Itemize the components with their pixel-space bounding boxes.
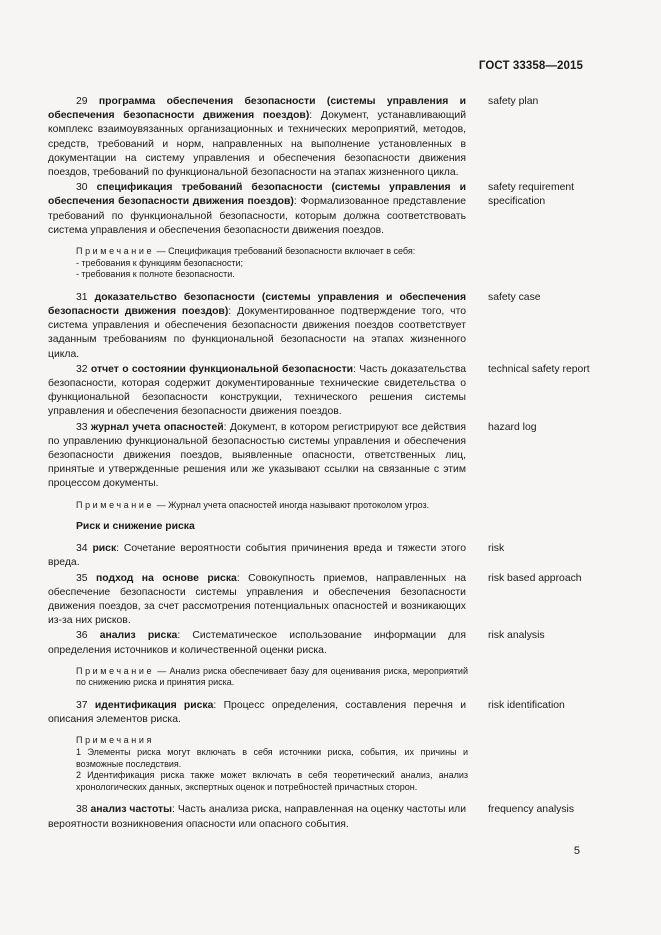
term-english: risk bbox=[488, 543, 505, 555]
term-entry-31 bbox=[48, 291, 588, 362]
term-definition: : Систематическое использование информации для определения источников и количественной оценки риска. bbox=[48, 630, 466, 656]
term-number: 32 bbox=[76, 363, 88, 375]
term-title: программа обеспечения безопасности (системы управления и обеспечения безопасности движения поездов) bbox=[48, 96, 466, 122]
term-entry-34 bbox=[48, 542, 588, 570]
term-number: 31 bbox=[76, 291, 88, 303]
term-number: 38 bbox=[76, 804, 88, 816]
note-label: Примечание bbox=[76, 246, 155, 257]
document-header: ГОСТ 33358—2015 bbox=[478, 60, 583, 72]
note-text: — Спецификация требований безопасности включает в себя: bbox=[154, 246, 416, 257]
note-item: 1 Элементы риска могут включать в себя источники риска, события, их причины и возможные последствия. bbox=[76, 747, 468, 769]
term-entry-35 bbox=[48, 572, 588, 629]
term-definition: : Совокупность приемов, направленных на обеспечение безопасности системы управления и обеспечения безопасности движения поездов, за счет рассмотрения потенциальных опасностей и возникающих из-за них рисков. bbox=[48, 572, 466, 627]
term-definition: : Сочетание вероятности события причинения вреда и тяжести этого вреда. bbox=[48, 543, 467, 569]
note-36 bbox=[76, 666, 468, 689]
note-item: 2 Идентификация риска также может включать в себя теоретический анализ, анализ хронологических данных, экспертных оценок и потребностей причастных сторон. bbox=[76, 770, 468, 792]
term-english: risk based approach bbox=[488, 572, 582, 584]
note-item: - требования к полноте безопасности. bbox=[76, 269, 235, 280]
term-number: 33 bbox=[76, 421, 88, 433]
term-title: риск bbox=[92, 543, 117, 555]
term-title: журнал учета опасностей bbox=[90, 421, 224, 433]
term-entry-29 bbox=[48, 95, 588, 180]
note-33 bbox=[76, 500, 468, 512]
term-entry-30 bbox=[48, 181, 588, 238]
section-title: Риск и снижение риска bbox=[76, 521, 195, 533]
page-content bbox=[48, 95, 588, 833]
term-entry-38 bbox=[48, 803, 588, 831]
page-number: 5 bbox=[573, 845, 580, 857]
note-label: Примечания bbox=[76, 735, 154, 746]
term-definition: : Формализованное представление требований по функциональной безопасности, которым должна соответствовать система управления и обеспечения безопасности движения поездов. bbox=[48, 196, 466, 236]
term-title: анализ частоты bbox=[90, 804, 173, 816]
term-english: risk analysis bbox=[488, 630, 545, 642]
term-english: risk identification bbox=[488, 700, 565, 712]
term-english: frequency analysis bbox=[488, 804, 575, 816]
term-definition: : Процесс определения, составления перечня и описания элементов риска. bbox=[48, 700, 466, 726]
term-title: анализ риска bbox=[99, 630, 178, 642]
term-entry-32 bbox=[48, 363, 588, 420]
note-30 bbox=[76, 246, 468, 281]
term-entry-37 bbox=[48, 699, 588, 727]
term-title: отчет о состоянии функциональной безопасности bbox=[90, 363, 354, 375]
term-english: safety plan bbox=[488, 96, 539, 107]
term-english: safety case bbox=[488, 291, 541, 303]
term-number: 34 bbox=[76, 543, 88, 555]
term-entry-36 bbox=[48, 629, 588, 657]
term-entry-33 bbox=[48, 421, 588, 492]
note-text: — Журнал учета опасностей иногда называют протоколом угроз. bbox=[154, 499, 430, 510]
term-english: technical safety report bbox=[488, 363, 590, 375]
term-number: 35 bbox=[76, 572, 88, 584]
term-definition: : Часть анализа риска, направленная на оценку частоты или вероятности возникновения опасности или опасного события. bbox=[48, 804, 467, 830]
term-title: доказательство безопасности (системы управления и обеспечения безопасности движения поездов) bbox=[48, 291, 467, 318]
term-number: 30 bbox=[76, 182, 88, 194]
term-number: 37 bbox=[76, 700, 88, 712]
term-title: спецификация требований безопасности (системы управления и обеспечения безопасности движения поездов) bbox=[48, 182, 466, 208]
note-label: Примечание bbox=[76, 499, 155, 510]
note-text: — Анализ риска обеспечивает базу для оценивания риска, мероприятий по снижению риска и принятия риска. bbox=[76, 665, 468, 688]
note-item: - требования к функциям безопасности; bbox=[76, 257, 244, 268]
term-title: идентификация риска bbox=[94, 700, 214, 712]
note-label: Примечание bbox=[76, 665, 155, 676]
note-37 bbox=[76, 735, 468, 793]
term-definition: : Документ, устанавливающий комплекс взаимоувязанных организационных и технических мероприятий, методов, средств, требований и норм, направленных на выполнение установленных в документации на систему управления и обеспечения безопасности движения поездов, требований по функциональной безопасности на этапах жизненного цикла. bbox=[48, 110, 466, 179]
term-definition: : Документ, в котором регистрируют все действия по управлению функциональной безопасностью системы управления и обеспечения безопасности движения поездов, выявленные опасности, ответственных лиц, принятые и утвержденные решения или же указывают ссылки на связанные с этим процессом документы. bbox=[48, 421, 466, 490]
term-definition: : Документированное подтверждение того, что система управления и обеспечения безопасности движения поездов соответствует заданным требованиям по функциональной безопасности на этапах жизненного цикла. bbox=[48, 306, 466, 360]
term-english: hazard log bbox=[488, 421, 537, 433]
term-number: 29 bbox=[76, 96, 88, 107]
term-definition: : Часть доказательства безопасности, которая содержит документированные технические свидетельства о функциональной безопасности конструкции, технического решения системы управления и обеспечения безопасности движения поездов. bbox=[48, 363, 466, 418]
term-number: 36 bbox=[76, 630, 88, 642]
term-english: safety requirement specification bbox=[488, 182, 575, 208]
term-title: подход на основе риска bbox=[95, 572, 237, 584]
